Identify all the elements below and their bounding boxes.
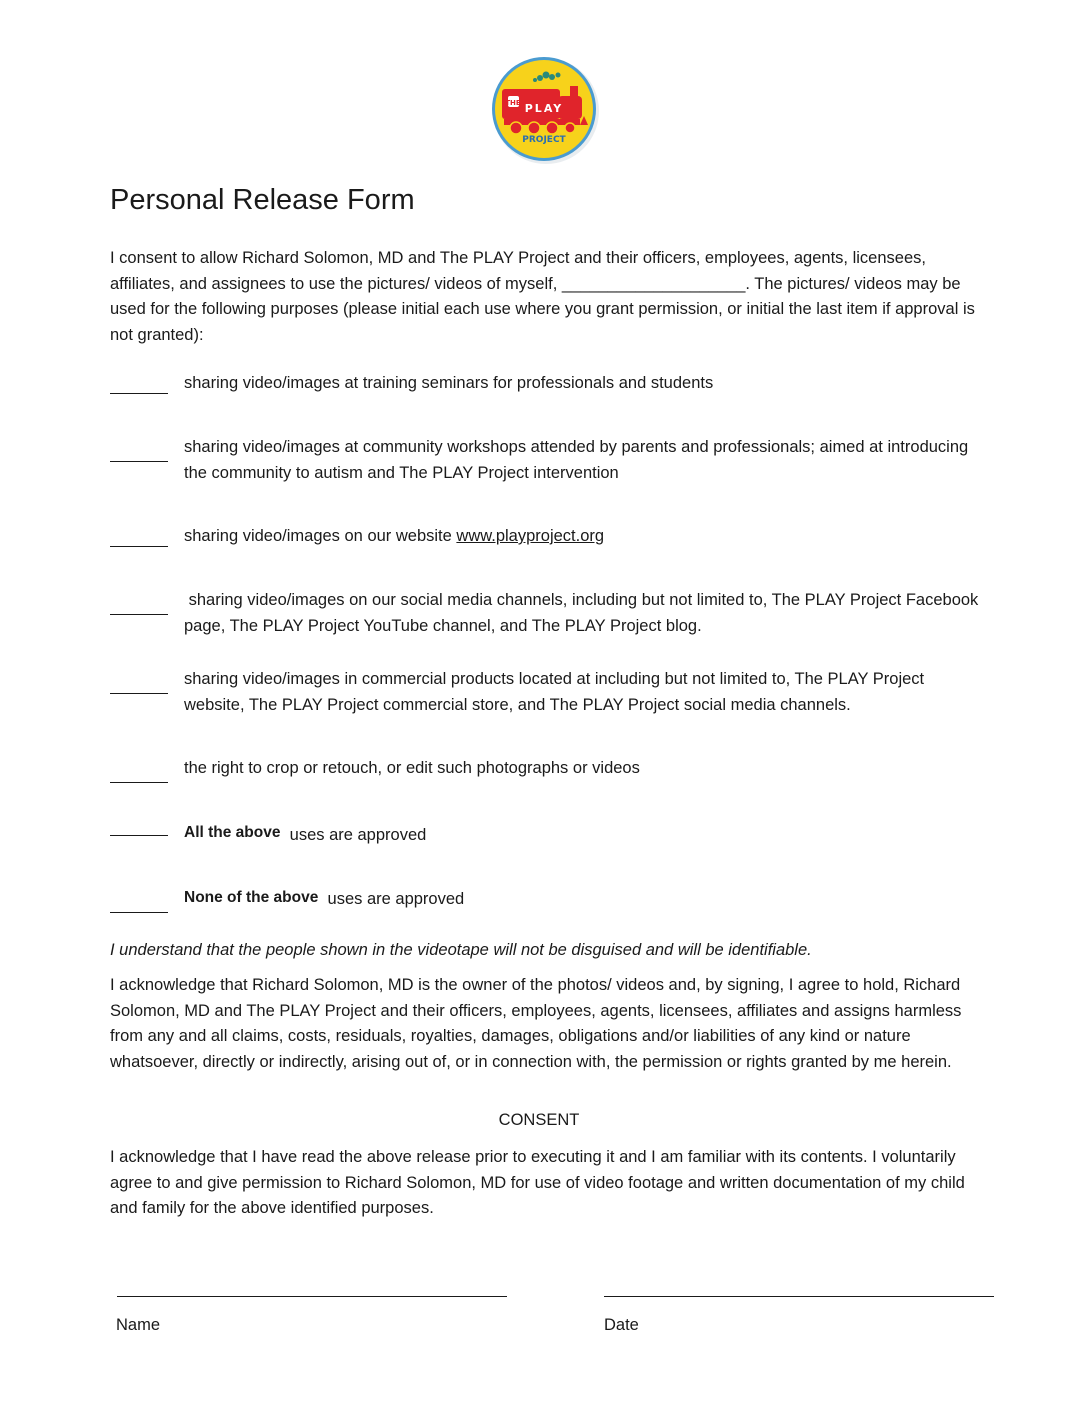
initial-blank[interactable] (110, 693, 168, 694)
consent-intro-paragraph: I consent to allow Richard Solomon, MD and The PLAY Project and their officers, employees, agents, licensees, affiliates, and assignees to use the pictures/ videos of myself, ____________________. The pictures/ videos may be used for the following purposes (please initial each use where you grant permission, or initial the last item if approval is not granted): (110, 249, 975, 344)
all-above-suffix: uses are approved (289, 826, 427, 844)
initial-blank[interactable] (110, 782, 168, 783)
initial-blank[interactable] (110, 393, 168, 394)
permission-item-text: sharing video/images on our social media channels, including but not limited to, The PLAY Project Facebook page, The PLAY Project YouTube channel, and The PLAY Project blog. (184, 591, 983, 635)
all-above-label: All the above (184, 824, 281, 841)
date-signature-line[interactable] (604, 1296, 994, 1297)
name-signature-line[interactable] (117, 1296, 507, 1297)
initial-blank[interactable] (110, 614, 168, 615)
consent-heading: CONSENT (498, 1111, 580, 1129)
permission-item-text (184, 885, 984, 911)
logo-text-the: THE (505, 99, 521, 107)
permission-item-text: sharing video/images at training seminars for professionals and students (184, 374, 714, 392)
website-link[interactable]: www.playproject.org (456, 527, 605, 545)
initial-blank[interactable] (110, 835, 168, 836)
permission-item-text: sharing video/images in commercial products located at including but not limited to, The PLAY Project website, The PLAY Project commercial store, and The PLAY Project social media channels. (184, 670, 925, 714)
permission-item-text: the right to crop or retouch, or edit such photographs or videos (184, 759, 640, 777)
none-above-suffix: uses are approved (327, 890, 465, 908)
permission-item-text (184, 524, 984, 550)
date-label: Date (604, 1316, 639, 1334)
form-title: Personal Release Form (110, 184, 415, 216)
permission-item-text: sharing video/images at community workshops attended by parents and professionals; aimed at introducing the community to autism and The PLAY Project intervention (184, 438, 969, 482)
logo-text-play: PLAY (524, 102, 564, 115)
logo-text-project: PROJECT (522, 135, 566, 145)
acknowledge-paragraph: I acknowledge that Richard Solomon, MD is the owner of the photos/ videos and, by signing, I agree to hold, Richard Solomon, MD and The PLAY Project and their officers, employees, agents, licensees, affiliates and assigns harmless from any and all claims, costs, residuals, royalties, damages, obligations and/or liabilities of any kind or nature whatsoever, directly or indirectly, arising out of, or in connection with, the permission or rights granted by me herein. (110, 976, 962, 1071)
play-project-logo (488, 56, 604, 166)
name-label: Name (116, 1316, 161, 1334)
initial-blank[interactable] (110, 461, 168, 462)
permission-item-text (184, 820, 984, 846)
consent-paragraph: I acknowledge that I have read the above release prior to executing it and I am familiar with its contents. I voluntarily agree to and give permission to Richard Solomon, MD for use of video footage and written documentation of my child and family for the above identified purposes. (110, 1148, 965, 1217)
initial-blank[interactable] (110, 912, 168, 913)
permission-item-text-main: sharing video/images on our website (184, 527, 457, 545)
initial-blank[interactable] (110, 546, 168, 547)
disguise-note: I understand that the people shown in the videotape will not be disguised and will be identifiable. (110, 941, 812, 959)
none-above-label: None of the above (184, 889, 319, 906)
